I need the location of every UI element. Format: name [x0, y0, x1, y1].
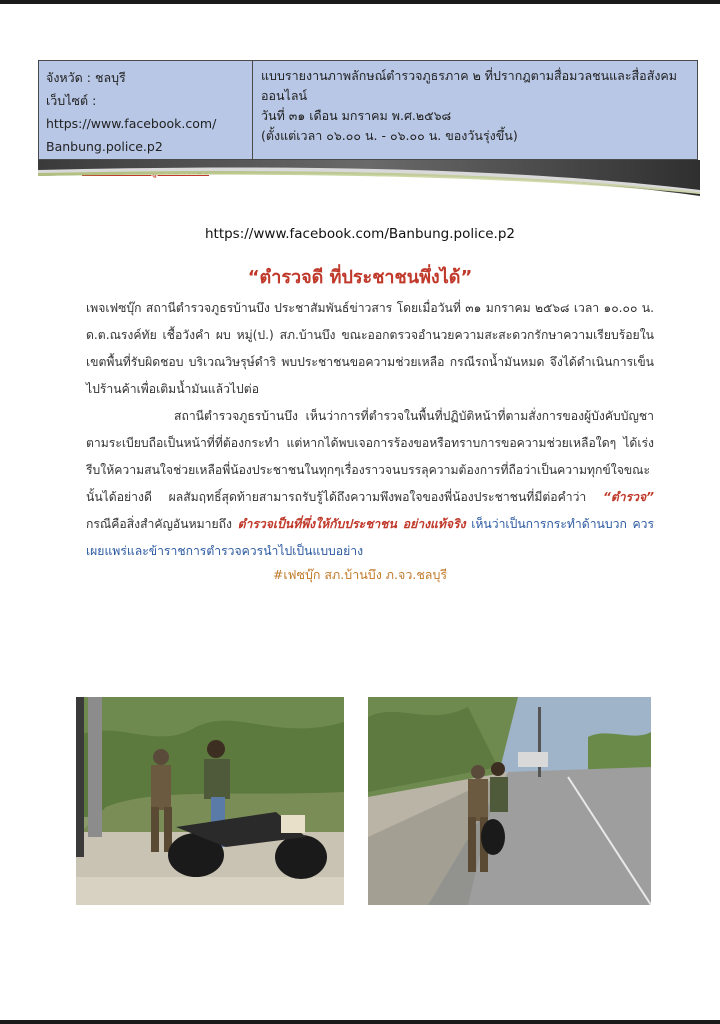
report-time: (ตั้งแต่เวลา ๐๖.๐๐ น. - ๐๖.๐๐ น. ของวันรุ่งขึ้น)	[261, 128, 518, 143]
decorative-swoosh	[38, 158, 700, 198]
header-right-cell	[253, 61, 697, 159]
paragraph-2-text-b: กรณีคือสิ่งสำคัญอันหมายถึง	[86, 517, 238, 531]
photo-officer-on-road	[368, 697, 651, 905]
paragraph-2-text-c: เห็นว่าเป็นการกระทำด้านบวก ควรเผยแพร่และข้าราชการตำรวจควรนำไปเป็นแบบอย่าง	[86, 517, 655, 558]
top-border	[0, 0, 720, 4]
bottom-border	[0, 1020, 720, 1024]
source-url[interactable]: https://www.facebook.com/Banbung.police.p2	[204, 226, 516, 242]
report-header	[38, 60, 698, 160]
hashtag[interactable]: #เฟซบุ๊ก สภ.บ้านบึง ภ.จว.ชลบุรี	[272, 567, 448, 582]
province-label: จังหวัด : ชลบุรี	[46, 70, 126, 85]
emphasis-text: ตำรวจเป็นที่พึ่งให้กับประชาชน อย่างแท้จริง	[237, 517, 466, 531]
report-title: แบบรายงานภาพลักษณ์ตำรวจภูธรภาค ๒ ที่ปรากฎตามสื่อมวลชนและสื่อสังคมออนไลน์	[261, 68, 678, 103]
website-label: เว็บไซต์ : https://www.facebook.com/	[46, 93, 217, 131]
report-date: วันที่ ๓๑ เดือน มกราคม พ.ศ.๒๕๖๘	[261, 108, 452, 123]
paragraph-2-text-a: สถานีตำรวจภูธรบ้านบึง เห็นว่าการที่ตำรวจในพื้นที่ปฏิบัติหน้าที่ตามสั่งการของผู้บังคับบัญชาตามระเบียบถือเป็นหน้าที่ที่ต้องกระทำ แต่หากได้พบเจอการร้องขอหรือทราบการขอความช่วยเหลือใดๆ ได้เร่งรีบให้ความสนใจช่วยเหลือพี่น้องประชาชนในทุกๆเรื่องราวจนบรรลุความต้องการที่ถือว่าเป็นความทุกข์ใจขณะนั้นได้อย่างดี ผลสัมฤทธิ์สุดท้ายสามารถรับรู้ได้ถึงความพึงพอใจของพี่น้องประชาชนที่มีต่อคำว่า	[86, 409, 654, 504]
header-left-cell	[39, 61, 253, 159]
article-paragraph-2	[86, 403, 654, 565]
website-path: Banbung.police.p2	[46, 139, 163, 154]
article-paragraph-1: เพจเฟซบุ๊ก สถานีตำรวจภูธรบ้านบึง ประชาสัมพันธ์ข่าวสาร โดยเมื่อวันที่ ๓๑ มกราคม ๒๕๖๘ เวลา ๑๐.๐๐ น. ด.ต.ณรงค์ทัย เชื้อวังคำ ผบ หมู่(ป.) สภ.บ้านบึง ขณะออกตรวจอำนวยความสะสะดวกรักษาความเรียบร้อยในเขตพื้นที่รับผิดชอบ บริเวณวิษรุษ์ดำริ พบประชาชนขอความช่วยเหลือ กรณีรถน้ำมันหมด จึงได้ดำเนินการเข็นไปร้านค้าเพื่อเติมน้ำมันแล้วไปต่อ	[86, 301, 654, 396]
article-headline: “ตำรวจดี ที่ประชาชนพึ่งได้”	[247, 267, 473, 288]
police-quote: “ตำรวจ”	[603, 490, 655, 504]
photo-officer-pushing-motorcycle	[76, 697, 344, 905]
